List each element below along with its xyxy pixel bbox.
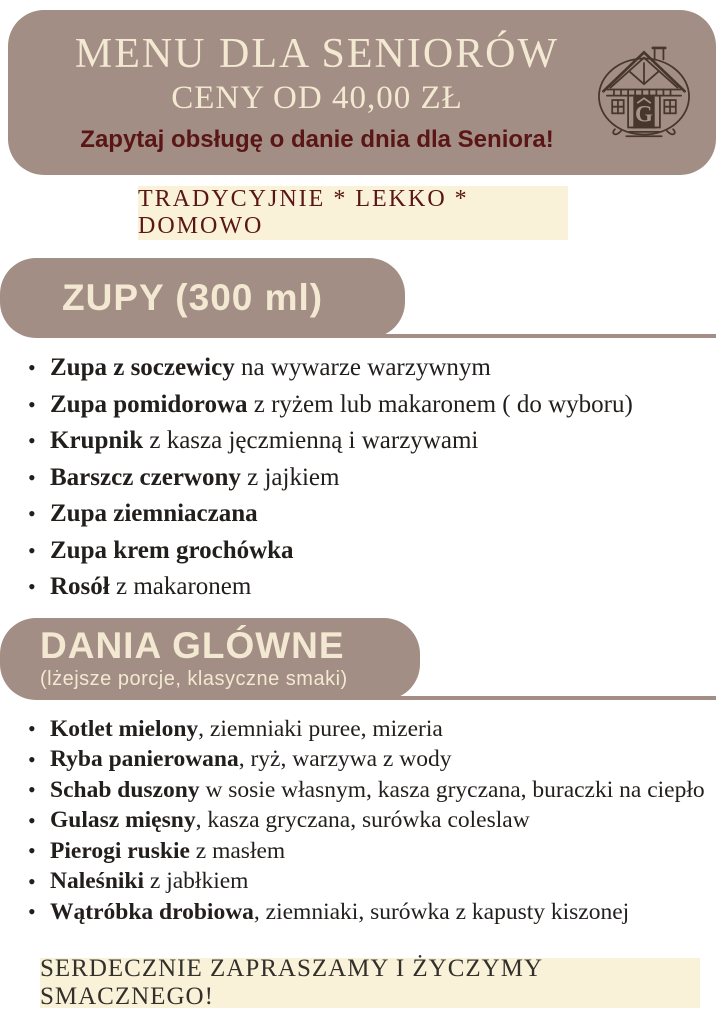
item-name: Zupa pomidorowa xyxy=(50,390,248,418)
menu-item xyxy=(28,867,705,898)
tagline-banner xyxy=(138,186,568,240)
tagline-text: TRADYCYJNIE * LEKKO * DOMOWO xyxy=(138,186,469,239)
mains-title: DANIA GLÓWNE xyxy=(40,624,345,666)
item-desc: z makaronem xyxy=(109,573,252,601)
mains-subtitle: (lżejsze porcje, klasyczne smaki) xyxy=(40,668,348,691)
daily-special-note: Zapytaj obsługę o danie dnia dla Seniora! xyxy=(80,126,554,154)
mains-list xyxy=(28,714,705,928)
menu-title: MENU DLA SENIORÓW xyxy=(74,30,560,77)
menu-item xyxy=(28,836,705,867)
logo-letter: G xyxy=(635,100,653,126)
menu-item xyxy=(28,897,705,928)
menu-item xyxy=(28,775,705,806)
soups-list xyxy=(28,350,633,606)
item-desc: z masłem xyxy=(189,837,286,864)
item-desc: w sosie własnym, kasza gryczana, buraczki na ciepło xyxy=(199,776,705,803)
header-text-block xyxy=(8,31,578,154)
item-desc: z jajkiem xyxy=(240,463,340,491)
item-name: Zupa ziemniaczana xyxy=(50,500,258,528)
footer-text: SERDECZNIE ZAPRASZAMY I ŻYCZYMY SMACZNEGO! xyxy=(40,955,543,1010)
item-name: Barszcz czerwony xyxy=(50,463,241,491)
menu-item xyxy=(28,714,705,745)
menu-item xyxy=(28,569,633,606)
menu-item xyxy=(28,350,633,387)
item-desc: , ryż, warzywa z wody xyxy=(238,746,452,773)
item-name: Schab duszony xyxy=(50,776,200,803)
menu-item xyxy=(28,533,633,570)
menu-item xyxy=(28,496,633,533)
item-desc: z ryżem lub makaronem ( do wyboru) xyxy=(247,390,633,418)
item-name: Zupa z soczewicy xyxy=(50,354,235,382)
restaurant-cottage-logo-icon xyxy=(578,40,716,146)
item-desc: , ziemniaki, surówka z kapusty kiszonej xyxy=(253,898,630,925)
item-name: Pierogi ruskie xyxy=(50,837,190,864)
bullet-icon: • xyxy=(28,807,36,833)
bullet-icon: • xyxy=(28,355,36,381)
header-banner xyxy=(8,10,716,175)
bullet-icon: • xyxy=(28,899,36,925)
soups-section-header xyxy=(0,258,405,338)
bullet-icon: • xyxy=(28,574,36,600)
footer-banner xyxy=(40,955,700,1010)
menu-item xyxy=(28,806,705,837)
item-desc: , kasza gryczana, surówka coleslaw xyxy=(195,807,530,834)
item-desc: z jabłkiem xyxy=(144,868,249,895)
item-name: Rosół xyxy=(50,573,110,601)
menu-item xyxy=(28,423,633,460)
menu-item xyxy=(28,745,705,776)
bullet-icon: • xyxy=(28,777,36,803)
item-name: Zupa krem grochówka xyxy=(50,536,294,564)
menu-item xyxy=(28,387,633,424)
item-name: Ryba panierowana xyxy=(50,746,239,773)
item-name: Krupnik xyxy=(50,427,144,455)
price-subtitle: CENY OD 40,00 ZŁ xyxy=(171,80,463,117)
bullet-icon: • xyxy=(28,537,36,563)
item-name: Naleśniki xyxy=(50,868,145,895)
mains-section-header xyxy=(0,618,420,700)
bullet-icon: • xyxy=(28,838,36,864)
menu-item xyxy=(28,460,633,497)
bullet-icon: • xyxy=(28,716,36,742)
bullet-icon: • xyxy=(28,428,36,454)
item-desc: , ziemniaki puree, mizeria xyxy=(198,715,443,742)
item-name: Wątróbka drobiowa xyxy=(50,898,254,925)
bullet-icon: • xyxy=(28,868,36,894)
item-name: Gulasz mięsny xyxy=(50,807,196,834)
item-name: Kotlet mielony xyxy=(50,715,199,742)
bullet-icon: • xyxy=(28,746,36,772)
bullet-icon: • xyxy=(28,464,36,490)
soups-title: ZUPY (300 ml) xyxy=(62,276,324,318)
bullet-icon: • xyxy=(28,501,36,527)
bullet-icon: • xyxy=(28,391,36,417)
item-desc: na wywarze warzywnym xyxy=(234,354,491,382)
item-desc: z kasza jęczmienną i warzywami xyxy=(143,427,479,455)
